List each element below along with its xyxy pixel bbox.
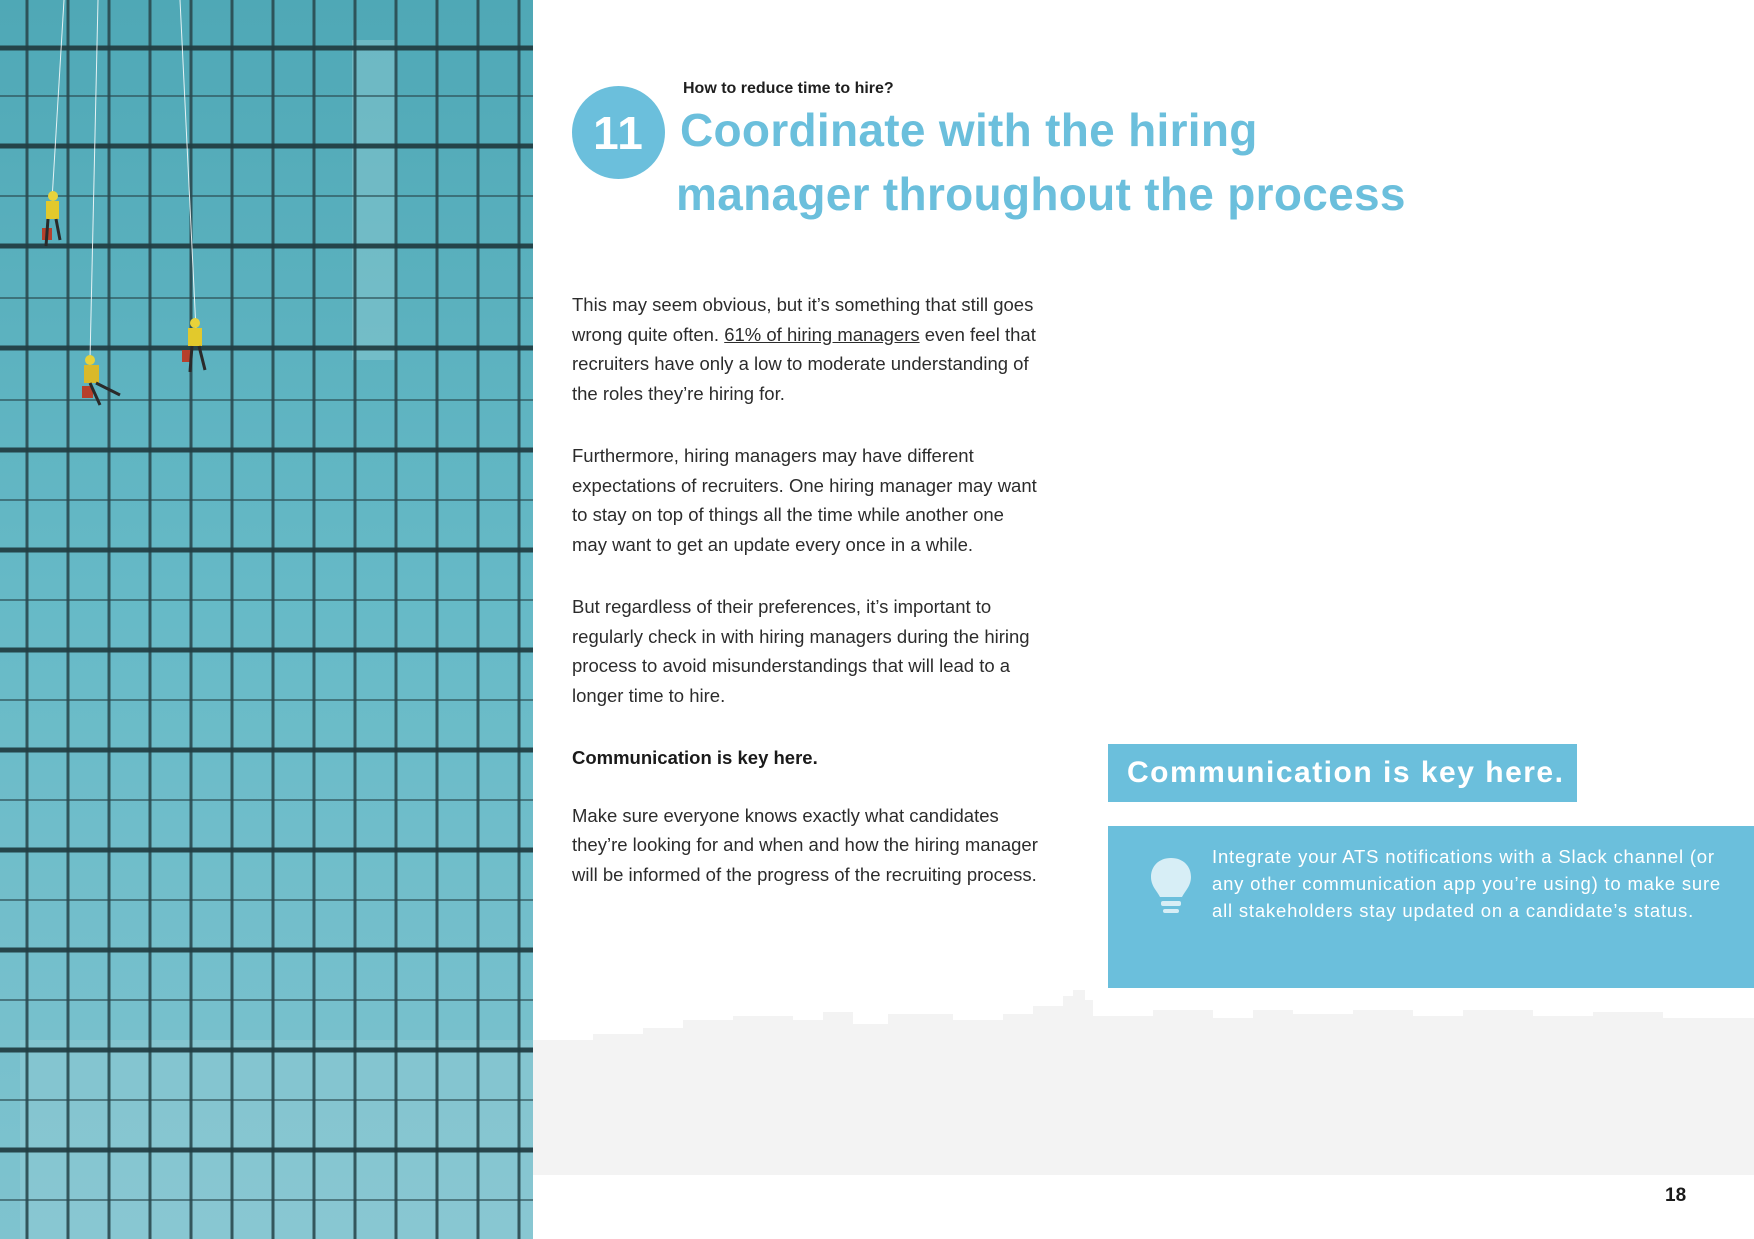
eyebrow-heading: How to reduce time to hire?	[683, 80, 894, 97]
statistic-link[interactable]: 61% of hiring managers	[724, 323, 920, 345]
body-text	[572, 290, 1042, 922]
paragraph-1	[572, 290, 1042, 408]
paragraph-1-end: even feel that recruiters have only a low to moderate understanding of the roles they’re hiring for.	[572, 323, 1036, 404]
callout-heading: Communication is key here.	[1108, 744, 1577, 802]
paragraph-1-start: This may seem obvious, but it’s something that still goes wrong quite often.	[572, 294, 1034, 345]
page-title	[676, 98, 1436, 226]
section-number-badge: 11	[572, 86, 665, 179]
tip-box	[1108, 826, 1754, 988]
page-title-line-1: Coordinate with the hiring	[680, 104, 1258, 156]
paragraph-2: Furthermore, hiring managers may have different expectations of recruiters. One hiring manager may want to stay on top of things all the time while another one may want to get an update every once in a while.	[572, 445, 1037, 555]
city-skyline-background	[533, 990, 1754, 1175]
paragraph-5: Make sure everyone knows exactly what candidates they’re looking for and when and how the hiring manager will be informed of the progress of the recruiting process.	[572, 804, 1038, 885]
tip-text: Integrate your ATS notifications with a Slack channel (or any other communication app you’re using) to make sure all stakeholders stay updated on a candidate’s status.	[1212, 846, 1722, 921]
page-number: 18	[1665, 1185, 1687, 1206]
building-facade-photo	[0, 0, 533, 1239]
bold-statement: Communication is key here.	[572, 747, 818, 768]
page-title-line-2: manager throughout the process	[676, 168, 1406, 220]
paragraph-3: But regardless of their preferences, it’s important to regularly check in with hiring managers during the hiring process to avoid misunderstandings that will lead to a longer time to hire.	[572, 596, 1030, 706]
lightbulb-icon	[1148, 856, 1194, 918]
